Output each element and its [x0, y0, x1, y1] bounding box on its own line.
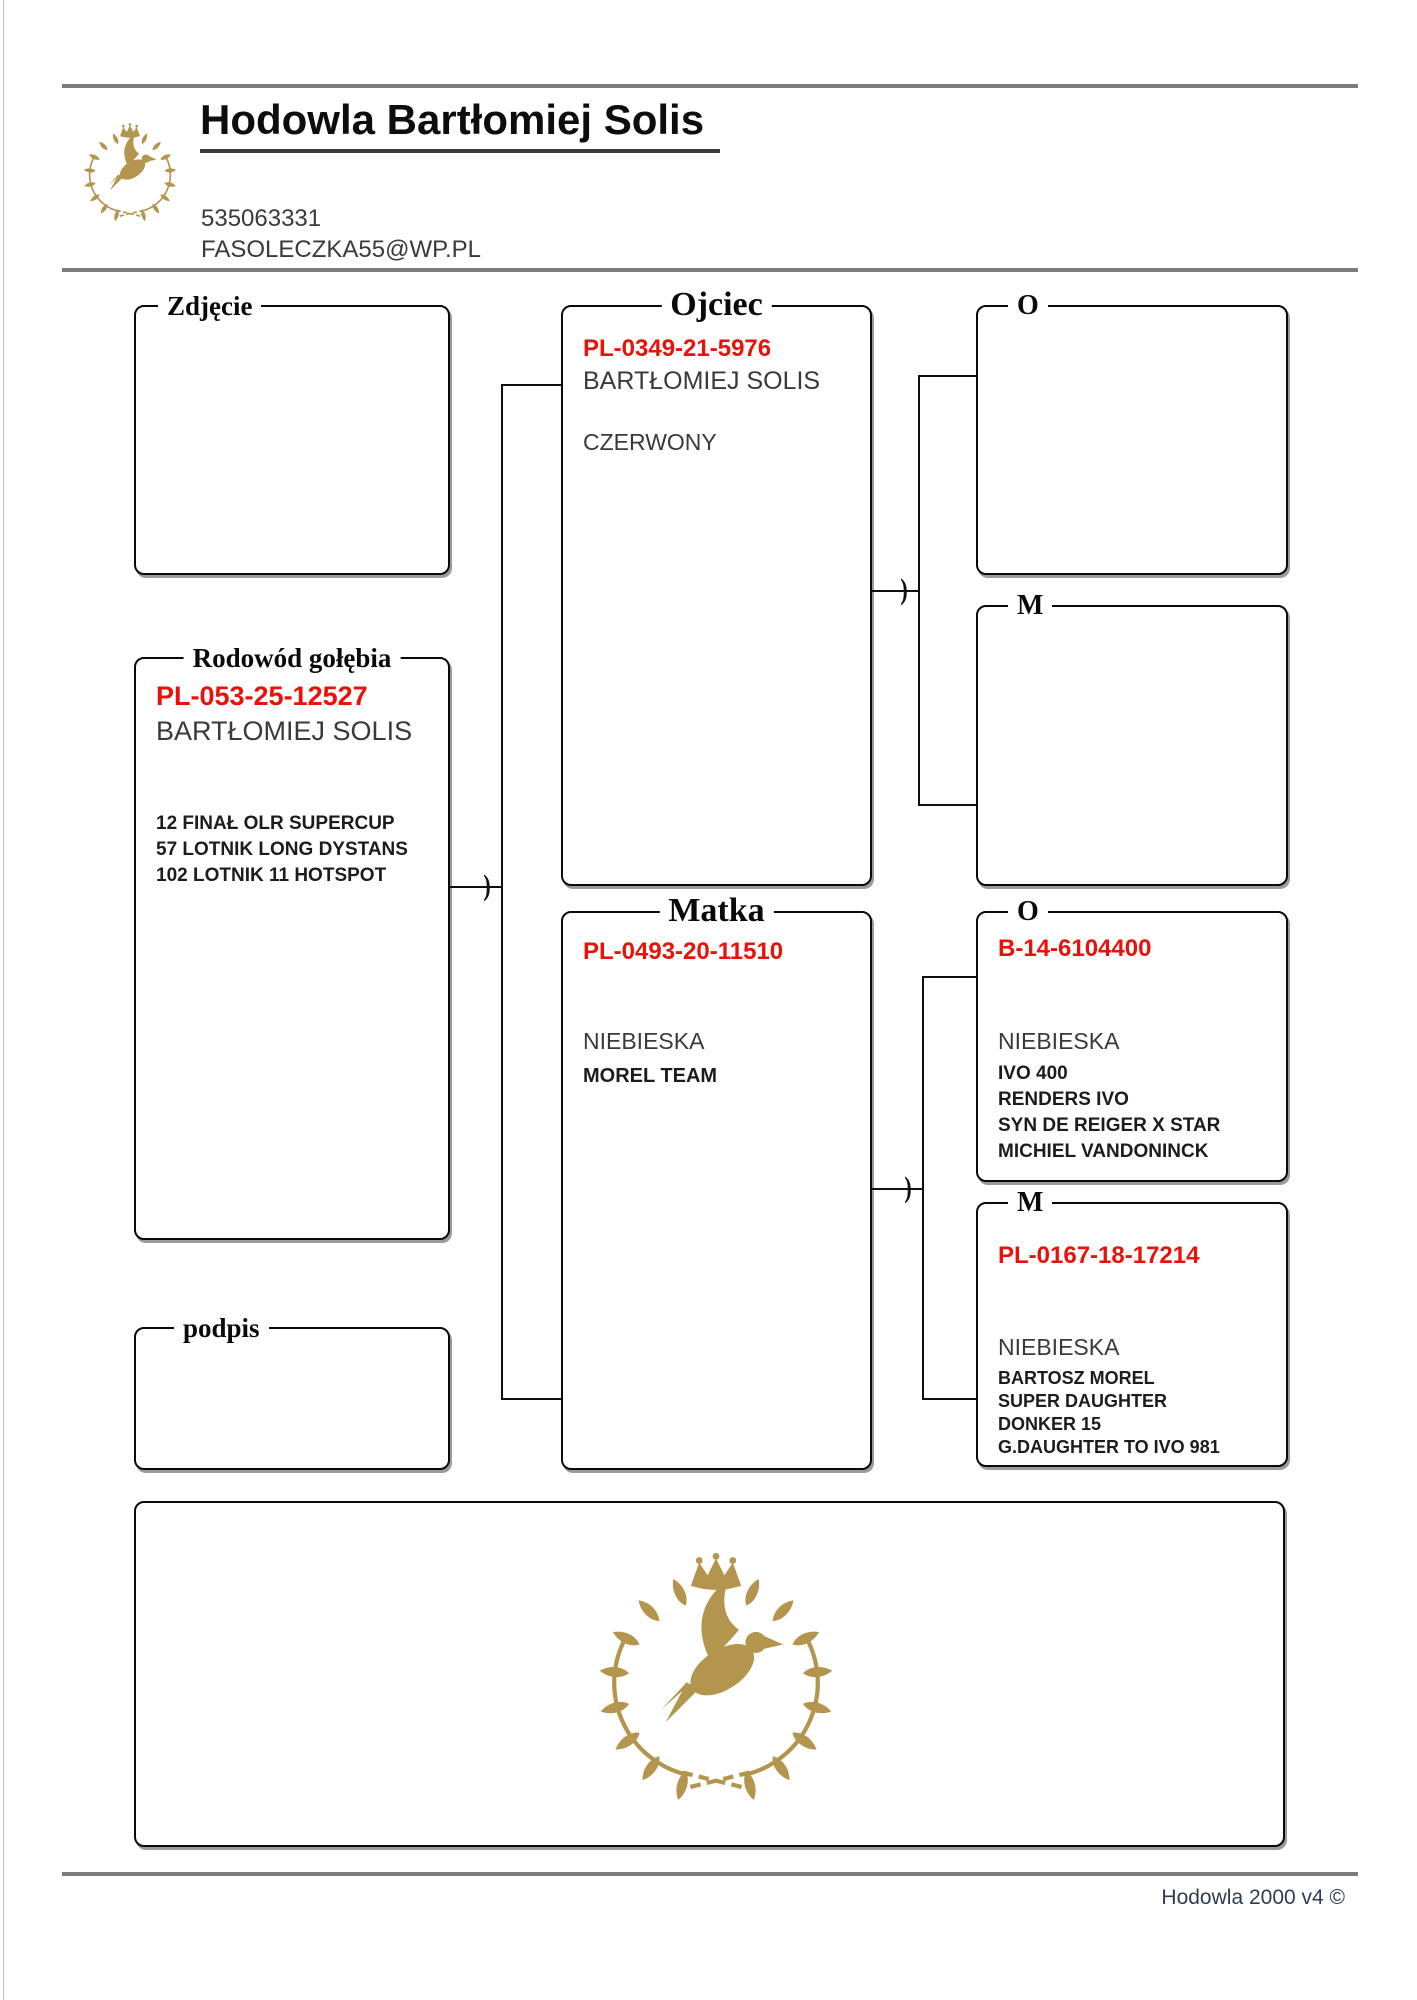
dove-emblem-icon: [590, 1545, 842, 1807]
bird-name: BARTŁOMIEJ SOLIS: [583, 367, 821, 395]
page-title: Hodowla Bartłomiej Solis: [200, 96, 720, 153]
color-line: CZERWONY: [583, 429, 717, 455]
ring-number: PL-053-25-12527: [156, 681, 368, 711]
junction-glyph: ): [483, 869, 491, 902]
connector-line: [922, 1398, 976, 1400]
pedigree-lines: BARTOSZ MOREL SUPER DAUGHTER DONKER 15 G.DAUGHTER TO IVO 981: [998, 1368, 1220, 1457]
connector-line: [450, 886, 503, 888]
maternal-grandfather-box: [976, 896, 1288, 1182]
page-edge-line: [3, 0, 4, 2000]
signature-box: [134, 1313, 450, 1470]
connector-line: [872, 590, 920, 592]
ring-number: PL-0493-20-11510: [583, 938, 784, 965]
header-bottom-rule: [62, 268, 1358, 272]
phone-number: 535063331: [201, 205, 322, 232]
connector-line: [922, 976, 976, 978]
ring-number: PL-0167-18-17214: [998, 1242, 1200, 1269]
photo-box: [134, 291, 450, 575]
connector-line: [918, 376, 920, 806]
ring-number: B-14-6104400: [998, 935, 1152, 962]
color-line: NIEBIESKA: [998, 1334, 1120, 1360]
signature-box-label: podpis: [174, 1311, 269, 1345]
father-box-label: Ojciec: [661, 286, 772, 324]
bird-name: BARTŁOMIEJ SOLIS: [156, 716, 413, 746]
connector-line: [501, 385, 503, 1400]
father-box: [561, 286, 872, 886]
maternal-grandmother-label: M: [1008, 1186, 1052, 1220]
footer-rule: [62, 1872, 1358, 1876]
color-line: NIEBIESKA: [583, 1028, 705, 1054]
connector-line: [872, 1188, 924, 1190]
pedigree-box: [134, 643, 450, 1240]
junction-glyph: ): [904, 1171, 912, 1204]
paternal-grandmother-box: [976, 590, 1288, 886]
footer-app-credit: Hodowla 2000 v4 ©: [1161, 1886, 1345, 1909]
pedigree-box-label: Rodowód gołębia: [184, 641, 401, 675]
ring-number: PL-0349-21-5976: [583, 335, 772, 362]
paternal-grandfather-label: O: [1008, 289, 1048, 323]
maternal-grandfather-label: O: [1008, 895, 1048, 929]
connector-line: [918, 375, 976, 377]
pedigree-lines: IVO 400 RENDERS IVO SYN DE REIGER X STAR MICHIEL VANDONINCK: [998, 1063, 1221, 1162]
email-address: FASOLECZKA55@WP.PL: [201, 236, 482, 263]
maternal-grandmother-box: [976, 1187, 1288, 1467]
paternal-grandmother-label: M: [1008, 589, 1052, 623]
mother-box-label: Matka: [659, 892, 773, 930]
photo-box-label: Zdjęcie: [158, 289, 261, 323]
connector-line: [918, 804, 976, 806]
connector-line: [501, 1398, 561, 1400]
connector-line: [922, 977, 924, 1400]
connector-line: [501, 384, 561, 386]
header-top-rule: [62, 84, 1358, 88]
mother-box: [561, 892, 872, 1470]
junction-glyph: ): [900, 573, 908, 606]
paternal-grandfather-box: [976, 290, 1288, 575]
achievement-lines: 12 FINAŁ OLR SUPERCUP 57 LOTNIK LONG DYSTANS 102 LOTNIK 11 HOTSPOT: [156, 813, 408, 886]
dove-emblem-icon: [80, 122, 180, 222]
color-line: NIEBIESKA: [998, 1028, 1120, 1054]
pedigree-lines: MOREL TEAM: [583, 1065, 718, 1087]
